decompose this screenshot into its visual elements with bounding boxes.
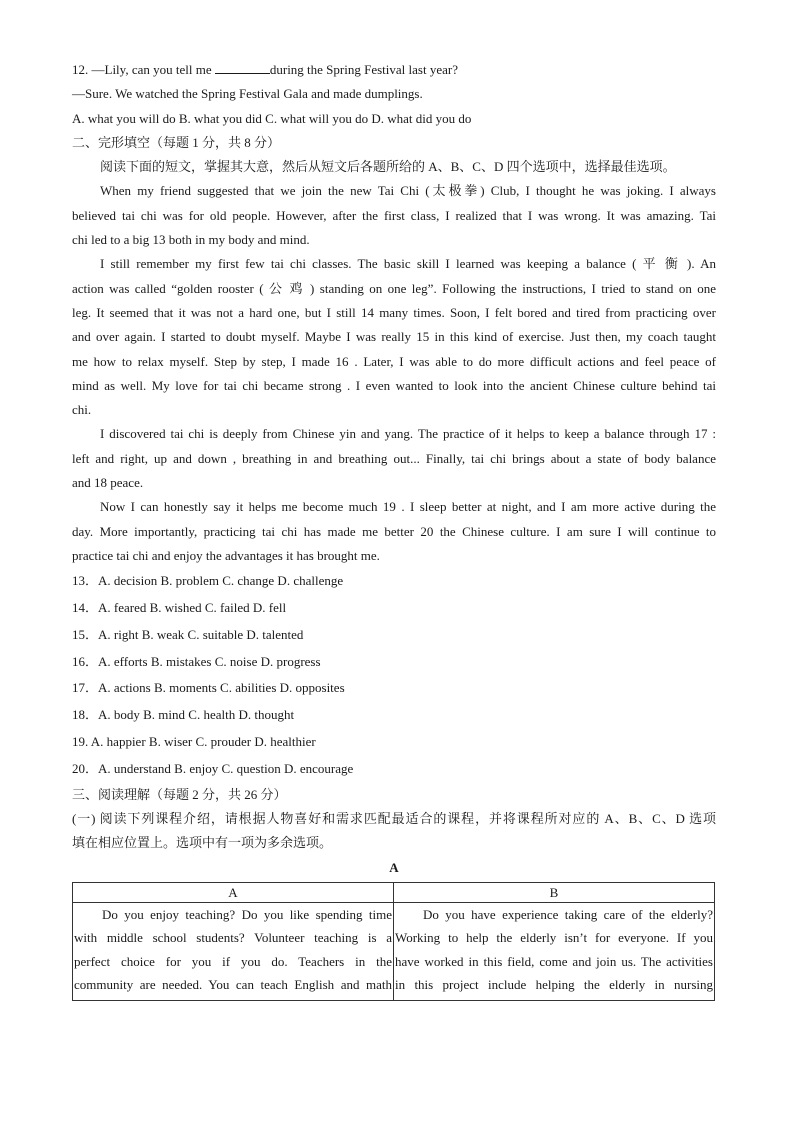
passage-line: Now I can honestly say it helps me become much 19 . I sleep better at night, and I am more active during the — [100, 499, 716, 515]
passage-line: chi. — [72, 402, 92, 418]
option-row: 14．A. feared B. wished C. failed D. fell — [72, 600, 287, 616]
course-a-line: perfect choice for you if you do. Teachers in the — [74, 953, 392, 969]
option-row: 13．A. decision B. problem C. change D. challenge — [72, 573, 344, 589]
passage-line: mind as well. My love for tai chi became strong . I even wanted to look into the ancient Chinese culture behind tai — [72, 377, 716, 393]
option-row: 19. A. happier B. wiser C. prouder D. healthier — [72, 734, 316, 750]
cloze-passage — [72, 179, 716, 568]
course-b-line: in this project include helping the elderly in nursing — [395, 977, 713, 993]
option-row: 18．A. body B. mind C. health D. thought — [72, 707, 295, 723]
q12-text: 12. —Lily, can you tell me — [72, 62, 215, 77]
q12-line1 — [72, 58, 716, 82]
passage-line: day. More importantly, practicing tai chi has made me better 20 the Chinese culture. I am sure I will continue to — [72, 523, 716, 539]
course-b-line: Do you have experience taking care of the elderly? — [423, 906, 713, 922]
course-b-cell — [394, 902, 715, 1000]
passage-line: left and right, up and down , breathing in and breathing out... Finally, tai chi brings about a state of body balance — [72, 450, 716, 466]
column-header: B — [394, 882, 715, 902]
passage-line: and over again. I started to doubt myself. Maybe I was really 15 in this kind of exercise. Just then, my coach taught — [72, 329, 716, 345]
section2-instruction: 阅读下面的短文，掌握其大意，然后从短文后各题所给的 A、B、C、D 四个选项中，选择最佳选项。 — [100, 159, 676, 175]
q12-text-end: during the Spring Festival last year? — [269, 62, 458, 77]
section3-heading: 三、阅读理解（每题 2 分，共 26 分） — [72, 786, 287, 802]
passage-line: and 18 peace. — [72, 475, 144, 491]
passage-line: leg. It seemed that it was not a hard one, but I still 14 many times. Soon, I felt bored and tired from practicing over — [72, 304, 716, 320]
passage-line: practice tai chi and enjoy the advantages it has brought me. — [72, 547, 380, 563]
part-title: A — [389, 859, 399, 875]
course-a-cell — [73, 902, 394, 1000]
course-b-line: have worked in this field, come and join us. The activities — [395, 953, 713, 969]
exam-page — [72, 58, 716, 1001]
section2-heading: 二、完形填空（每题 1 分，共 8 分） — [72, 134, 281, 150]
option-row: 15．A. right B. weak C. suitable D. talented — [72, 626, 304, 642]
q12-options: A. what you will do B. what you did C. what will you do D. what did you do — [72, 110, 472, 126]
passage-line: I discovered tai chi is deeply from Chinese yin and yang. The practice of it helps to keep a balance through 17 : — [100, 426, 716, 442]
section3-instruction: (一) 阅读下列课程介绍，请根据人物喜好和需求匹配最适合的课程，并将课程所对应的 A、B、C、D 选项 — [72, 810, 716, 826]
option-row: 17．A. actions B. moments C. abilities D. opposites — [72, 680, 345, 696]
section3-instruction: 填在相应位置上。选项中有一项为多余选项。 — [72, 835, 333, 851]
option-row: 16．A. efforts B. mistakes C. noise D. progress — [72, 653, 321, 669]
q12-line2: —Sure. We watched the Spring Festival Gala and made dumplings. — [72, 86, 423, 102]
course-a-line: with middle school students? Volunteer teaching is a — [74, 930, 392, 946]
passage-line: chi led to a big 13 both in my body and mind. — [72, 232, 310, 248]
passage-line: me how to relax myself. Step by step, I made 16 . Later, I was able to do more difficult actions and feel peace of — [72, 353, 716, 369]
passage-line: action was called “golden rooster ( 公 鸡 ) standing on one leg”. Following the instructions, I tried to stand on one — [72, 280, 716, 296]
course-a-line: community are needed. You can teach English and math — [74, 977, 392, 993]
passage-line: When my friend suggested that we join the new Tai Chi (太极拳) Club, I thought he was joking. I always — [100, 183, 716, 199]
passage-line: I still remember my first few tai chi classes. The basic skill I learned was keeping a balance ( 平 衡 ). An — [100, 256, 716, 272]
course-a-line: Do you enjoy teaching? Do you like spending time — [102, 906, 392, 922]
option-row: 20．A. understand B. enjoy C. question D. encourage — [72, 760, 354, 776]
course-b-line: Working to help the elderly isn’t for everyone. If you — [395, 930, 713, 946]
passage-line: believed tai chi was for old people. However, after the first class, I realized that I was wrong. It was amazing. Tai — [72, 207, 716, 223]
course-table — [72, 882, 715, 1001]
answer-blank — [215, 61, 270, 74]
cloze-options — [72, 568, 716, 782]
column-header: A — [73, 882, 394, 902]
